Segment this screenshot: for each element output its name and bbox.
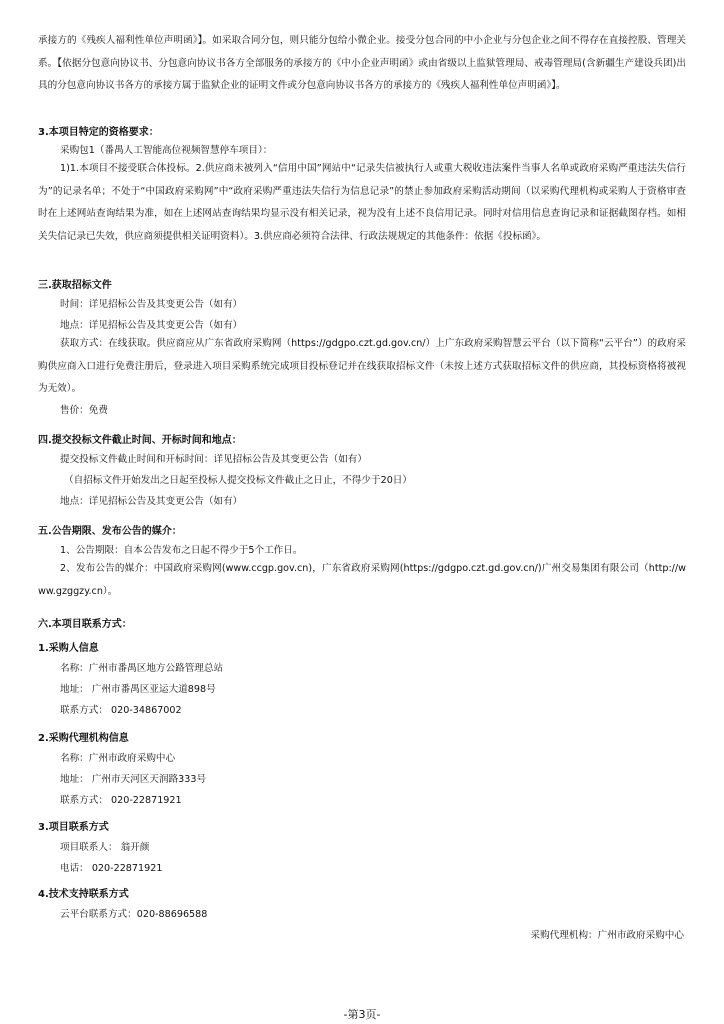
section4-place: 地点：详见招标公告及其变更公告（如有） xyxy=(60,496,243,507)
section6-heading: 六.本项目联系方式： xyxy=(38,619,132,630)
purchaser-address: 地址： 广州市番禺区亚运大道898号 xyxy=(60,684,216,695)
purchaser-heading: 1.采购人信息 xyxy=(38,643,99,654)
project-contact-person: 项目联系人： 翁开颜 xyxy=(60,842,150,853)
section3-heading: 3.本项目特定的资格要求： xyxy=(38,127,159,138)
agency-heading: 2.采购代理机构信息 xyxy=(38,733,129,744)
tech-support-heading: 4.技术支持联系方式 xyxy=(38,889,129,900)
section5-item2: 2、发布公告的媒介：中国政府采购网(www.ccgp.gov.cn)，广东省政府采购网(https://gdgpo.czt.gd.gov.cn/)广州交易集团有限公司（http://www.gzggzy.cn）。 xyxy=(38,563,686,597)
page-number: -第3页- xyxy=(343,1008,381,1021)
agency-signature: 采购代理机构：广州市政府采购中心 xyxy=(530,930,684,941)
section5-item1: 1、公告期限：自本公告发布之日起不得少于5个工作日。 xyxy=(60,545,303,556)
agency-contact: 联系方式： 020-22871921 xyxy=(60,795,182,806)
agency-name: 名称：广州市政府采购中心 xyxy=(60,753,176,764)
get-docs-price: 售价：免费 xyxy=(60,405,108,416)
get-docs-time: 时间：详见招标公告及其变更公告（如有） xyxy=(60,299,243,310)
section5-heading: 五.公告期限、发布公告的媒介： xyxy=(38,526,182,537)
get-docs-heading: 三.获取招标文件 xyxy=(38,280,112,291)
qualification-paragraph: 承接方的《残疾人福利性单位声明函》】。如采取合同分包，则只能分包给小微企业。接受分包合同的中小企业与分包企业之间不得存在直接控股、管理关系。【依据分包意向协议书、分包意向协议书各方全部服务的承接方的《中小企业声明函》或由省级以上监狱管理局、戒毒管理局(含新疆生产建设兵团)出具的分包意向协议书各方的承接方属于监狱企业的证明文件或分包意向协议书各方的承接方的《残疾人福利性单位声明函》】。 xyxy=(38,35,686,91)
project-contact-heading: 3.项目联系方式 xyxy=(38,822,109,833)
tech-support-phone: 云平台联系方式：020-88696588 xyxy=(60,909,208,920)
project-contact-phone: 电话： 020-22871921 xyxy=(60,863,163,874)
section4-note: （自招标文件开始发出之日起至投标人提交投标文件截止之日止，不得少于20日） xyxy=(64,475,412,486)
section3-package: 采购包1（番禺人工智能高位视频智慧停车项目）： xyxy=(60,145,273,156)
section4-heading: 四.提交投标文件截止时间、开标时间和地点： xyxy=(38,435,242,446)
get-docs-method: 获取方式：在线获取。供应商应从广东省政府采购网（https://gdgpo.czt.gd.gov.cn/）上广东政府采购智慧云平台（以下简称“云平台”）的政府采购供应商入口进行免费注册后，登录进入项目采购系统完成项目投标登记并在线获取招标文件（未按上述方式获取招标文件的供应商，其投标资格将被视为无效）。 xyxy=(38,338,686,394)
purchaser-contact: 联系方式： 020-34867002 xyxy=(60,705,182,716)
section3-body: 1)1.本项目不接受联合体投标。2.供应商未被列入“信用中国”网站中“记录失信被执行人或重大税收违法案件当事人名单或政府采购严重违法失信行为”的记录名单；不处于“中国政府采购网”中“政府采购严重违法失信行为信息记录”的禁止参加政府采购活动期间（以采购代理机构或采购人于资格审查时在上述网站查询结果为准，如在上述网站查询结果均显示没有相关记录，视为没有上述不良信用记录。同时对信用信息查询记录和证据截图存档。如相关失信记录已失效，供应商须提供相关证明资料）。3.供应商必须符合法律、行政法规规定的其他条件：依据《投标函》。 xyxy=(38,163,686,242)
purchaser-name: 名称：广州市番禺区地方公路管理总站 xyxy=(60,663,224,674)
section4-deadline: 提交投标文件截止时间和开标时间：详见招标公告及其变更公告（如有） xyxy=(60,454,367,465)
get-docs-place: 地点：详见招标公告及其变更公告（如有） xyxy=(60,320,243,331)
agency-address: 地址： 广州市天河区天润路333号 xyxy=(60,774,207,785)
